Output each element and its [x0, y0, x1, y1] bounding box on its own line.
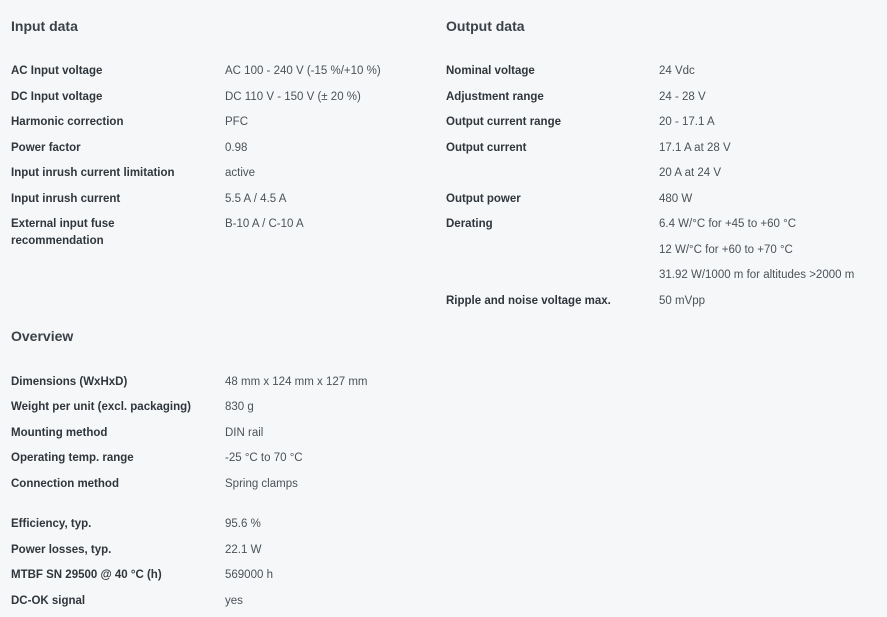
spec-label: Output current [446, 142, 527, 154]
spec-value: 12 W/°C for +60 to +70 °C [659, 244, 793, 256]
spec-value: 480 W [659, 193, 693, 205]
spec-label: AC Input voltage [11, 65, 103, 77]
spec-value: 830 g [225, 401, 254, 413]
spec-value: Spring clamps [225, 478, 298, 490]
spec-value: 31.92 W/1000 m for altitudes >2000 m [659, 269, 855, 281]
spec-value: -25 °C to 70 °C [225, 452, 303, 464]
spec-value: 24 - 28 V [659, 91, 706, 103]
spec-value: 22.1 W [225, 544, 262, 556]
spec-label: Input inrush current [11, 193, 121, 205]
spec-label: Dimensions (WxHxD) [11, 376, 128, 388]
spec-value: 24 Vdc [659, 65, 695, 77]
spec-value: AC 100 - 240 V (-15 %/+10 %) [225, 65, 381, 77]
spec-value: 50 mVpp [659, 295, 706, 307]
spec-value: yes [225, 595, 243, 607]
spec-value: PFC [225, 116, 248, 128]
spec-value: 20 A at 24 V [659, 167, 722, 179]
spec-label: Adjustment range [446, 91, 544, 103]
spec-value: DC 110 V - 150 V (± 20 %) [225, 91, 361, 103]
spec-value: 20 - 17.1 A [659, 116, 715, 128]
spec-label: DC Input voltage [11, 91, 103, 103]
spec-value: 569000 h [225, 569, 273, 581]
spec-value: 0.98 [225, 142, 248, 154]
spec-label: Output current range [446, 116, 562, 128]
output-data-title: Output data [446, 18, 525, 34]
spec-label: Ripple and noise voltage max. [446, 295, 611, 307]
spec-label: Output power [446, 193, 521, 205]
spec-label: Harmonic correction [11, 116, 124, 128]
spec-value: 48 mm x 124 mm x 127 mm [225, 376, 368, 388]
spec-label: Input inrush current limitation [11, 167, 175, 179]
spec-label: External input fuse recommendation [11, 218, 115, 247]
spec-label: Power losses, typ. [11, 544, 112, 556]
spec-value: 17.1 A at 28 V [659, 142, 731, 154]
spec-label: Mounting method [11, 427, 108, 439]
input-data-title: Input data [11, 18, 78, 34]
spec-label: Connection method [11, 478, 119, 490]
spec-label: MTBF SN 29500 @ 40 °C (h) [11, 569, 162, 581]
spec-value: DIN rail [225, 427, 264, 439]
spec-label: Nominal voltage [446, 65, 535, 77]
spec-value: 5.5 A / 4.5 A [225, 193, 287, 205]
spec-label: Efficiency, typ. [11, 518, 92, 530]
spec-label: DC-OK signal [11, 595, 86, 607]
overview-title: Overview [11, 328, 74, 344]
spec-value: B-10 A / C-10 A [225, 218, 304, 230]
spec-label: Power factor [11, 142, 81, 154]
spec-value: 95.6 % [225, 518, 261, 530]
spec-label: Operating temp. range [11, 452, 134, 464]
spec-label: Derating [446, 218, 493, 230]
spec-label: Weight per unit (excl. packaging) [11, 401, 191, 413]
spec-value: 6.4 W/°C for +45 to +60 °C [659, 218, 797, 230]
spec-value: active [225, 167, 256, 179]
